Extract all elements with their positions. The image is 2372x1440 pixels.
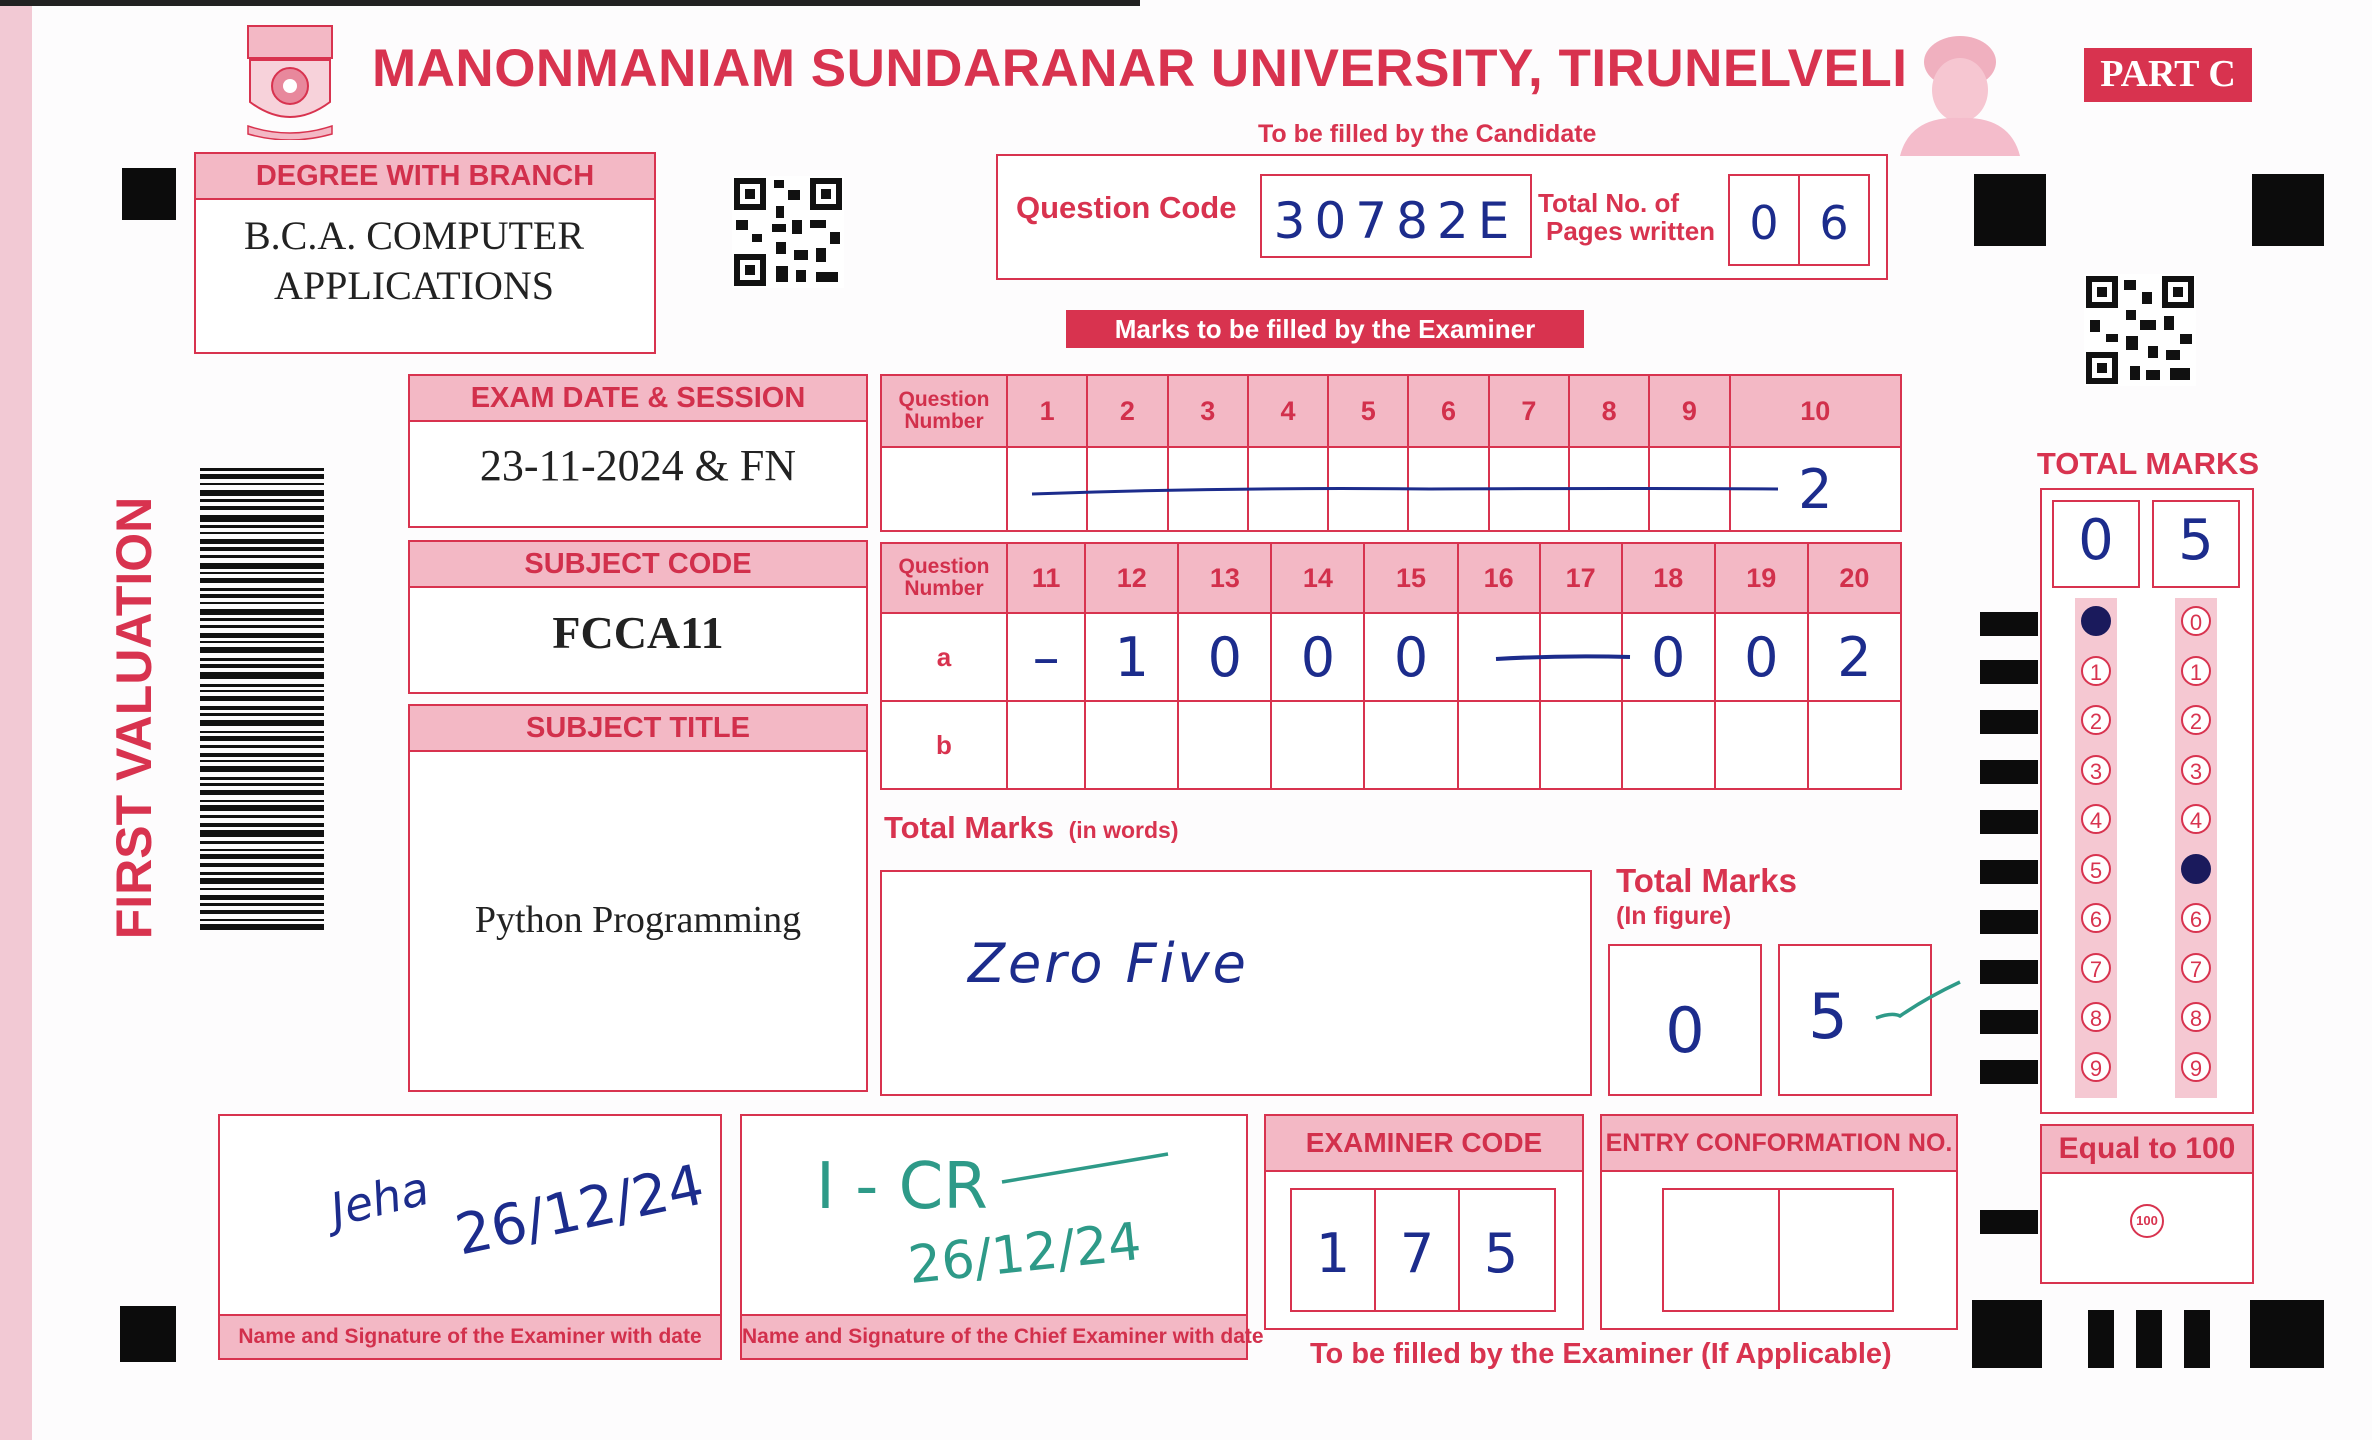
grid2-row-a [881, 613, 1901, 701]
barcode-bar [200, 588, 324, 591]
mark-cell [1085, 701, 1178, 789]
total-marks-digit-1: 0 [2078, 508, 2114, 573]
question-number: 3 [1168, 375, 1248, 447]
registration-mark [2252, 174, 2324, 246]
barcode-bar [200, 903, 324, 906]
examiner-signature: Jeha [324, 1160, 435, 1238]
barcode-bar [200, 696, 324, 701]
degree-header-line [196, 198, 654, 200]
question-number: 4 [1248, 375, 1328, 447]
degree-line-2: APPLICATIONS [273, 263, 555, 308]
barcode-bar [200, 766, 324, 772]
barcode-bar [200, 468, 324, 471]
question-number: 17 [1540, 543, 1622, 613]
chief-signature-flourish [1000, 1148, 1170, 1188]
barcode-bar [200, 641, 324, 643]
omr-bubble[interactable]: 8 [2081, 1002, 2111, 1032]
barcode-bar [200, 823, 324, 827]
barcode-bar [200, 609, 324, 615]
exam-date-value: 23-11-2024 & FN [479, 441, 797, 490]
question-number: 19 [1715, 543, 1808, 613]
question-number: 14 [1271, 543, 1364, 613]
omr-bubble[interactable]: 7 [2181, 953, 2211, 983]
total-words-label [884, 810, 1179, 846]
total-marks-digit-2: 5 [2178, 508, 2214, 573]
barcode-bar [200, 830, 324, 837]
grid1-row-label [881, 447, 1007, 531]
hundred-bubble-text: 100 [2136, 1213, 2158, 1228]
question-number: 18 [1622, 543, 1715, 613]
barcode-bar [200, 525, 324, 528]
mark-cell: 0 [1364, 613, 1457, 701]
mark-cell: 0 [1178, 613, 1271, 701]
barcode-bar [200, 713, 324, 716]
barcode-bar [200, 474, 324, 479]
examiner-code-label: EXAMINER CODE [1266, 1116, 1582, 1170]
mark-cell [1458, 701, 1540, 789]
registration-mark [2088, 1310, 2114, 1368]
entry-conf-label: ENTRY CONFORMATION NO. [1602, 1116, 1956, 1170]
strike-line [1030, 484, 1780, 496]
question-number: 5 [1328, 375, 1408, 447]
pages-digit-1: 0 [1749, 196, 1779, 250]
omr-bubble[interactable] [2081, 606, 2111, 636]
grid2-header-row [881, 543, 1901, 613]
qr-code [2084, 274, 2196, 386]
mark-cell: 2 [1730, 447, 1901, 531]
total-words-sub: (in words) [1068, 817, 1179, 843]
question-number: 16 [1458, 543, 1540, 613]
barcode-bar [200, 888, 324, 890]
mark-cell [1715, 701, 1808, 789]
examiner-code-digit: 5 [1483, 1222, 1519, 1285]
barcode-bar [200, 783, 324, 786]
total-figure-digit-1: 0 [1665, 994, 1705, 1067]
grid1-header-label-text: Question Number [898, 388, 990, 433]
mark-cell: 1 [1085, 613, 1178, 701]
question-number: 11 [1007, 543, 1085, 613]
barcode-bar [200, 563, 324, 569]
barcode-bar [200, 684, 324, 687]
barcode-bar [200, 618, 324, 621]
mark-cell: 0 [1715, 613, 1808, 701]
barcode-bar [200, 854, 324, 859]
barcode-bar [200, 490, 324, 496]
marks-grid-2 [880, 542, 1902, 790]
total-figure-sub: (In figure) [1616, 902, 1732, 930]
pages-label-2: Pages written [1546, 216, 1716, 246]
omr-bubble[interactable]: 6 [2081, 903, 2111, 933]
barcode-bar [200, 720, 324, 726]
question-number: 10 [1730, 375, 1901, 447]
question-number: 20 [1808, 543, 1901, 613]
mark-cell [1622, 701, 1715, 789]
subject-code-value: FCCA11 [552, 607, 724, 658]
mark-cell [1540, 701, 1622, 789]
first-valuation-label: FIRST VALUATION [106, 496, 162, 940]
barcode-bar [200, 895, 324, 900]
entry-conf-field [1662, 1188, 1780, 1312]
grid1-header-label [881, 375, 1007, 447]
timing-mark [1980, 710, 2038, 734]
barcode-bar [200, 815, 324, 818]
registration-mark [1974, 174, 2046, 246]
examiner-code-header-line [1266, 1170, 1582, 1172]
barcode-bar [200, 499, 324, 502]
omr-bubble[interactable]: 9 [2181, 1052, 2211, 1082]
barcode-bar [200, 910, 324, 914]
registration-mark [2184, 1310, 2210, 1368]
question-number: 7 [1489, 375, 1569, 447]
barcode-bar [200, 625, 324, 628]
portrait-image [1890, 28, 2030, 156]
barcode-bar [200, 745, 324, 748]
left-margin-strip [0, 0, 32, 1440]
omr-bubble[interactable]: 3 [2181, 755, 2211, 785]
examiner-sign-caption: Name and Signature of the Examiner with date [220, 1316, 720, 1358]
question-number: 9 [1649, 375, 1729, 447]
total-figure-label: Total Marks [1616, 862, 1797, 899]
barcode-bar [200, 572, 324, 574]
omr-bubble[interactable]: 4 [2081, 804, 2111, 834]
barcode-bar [200, 664, 324, 668]
university-logo [244, 22, 336, 140]
barcode-bar [200, 578, 324, 583]
barcode-bar [200, 849, 324, 851]
omr-bubble[interactable]: 2 [2181, 705, 2211, 735]
question-number: 6 [1408, 375, 1488, 447]
entry-conf-field [1778, 1188, 1894, 1312]
equal-100-label: Equal to 100 [2042, 1126, 2252, 1172]
omr-bubble[interactable]: 8 [2181, 1002, 2211, 1032]
omr-bubble[interactable]: 5 [2081, 854, 2111, 884]
examiner-banner: Marks to be filled by the Examiner [1066, 310, 1584, 348]
exam-date-header-line [410, 420, 866, 422]
barcode-bar [200, 594, 324, 598]
barcode-bar [200, 555, 324, 558]
barcode-bar [200, 841, 324, 844]
subject-title-label: SUBJECT TITLE [410, 706, 866, 750]
omr-bubble[interactable]: 1 [2181, 656, 2211, 686]
grid2-header-label [881, 543, 1007, 613]
mark-cell [1007, 701, 1085, 789]
chief-sign-date: 26/12/24 [905, 1211, 1145, 1297]
mark-cell [1364, 701, 1457, 789]
entry-conf-header-line [1602, 1170, 1956, 1172]
omr-bubble[interactable]: 3 [2081, 755, 2111, 785]
barcode-bar [200, 539, 324, 544]
barcode-bar [200, 633, 324, 638]
barcode-bar [200, 919, 324, 921]
registration-mark [2250, 1300, 2324, 1368]
timing-mark [1980, 860, 2038, 884]
omr-bubble[interactable]: 2 [2081, 705, 2111, 735]
timing-mark [1980, 910, 2038, 934]
tick-mark [1872, 976, 1962, 1026]
examiner-fill-note: To be filled by the Examiner (If Applicable) [1310, 1338, 1892, 1370]
total-words-value: Zero Five [968, 932, 1249, 995]
examiner-sign-date: 26/12/24 [449, 1152, 710, 1269]
timing-mark [1980, 1060, 2038, 1084]
barcode-bar [200, 790, 324, 795]
barcode [200, 468, 324, 938]
hundred-bubble [2130, 1204, 2164, 1238]
barcode-bar [200, 515, 324, 522]
chief-signature: I - CR [816, 1150, 988, 1224]
barcode-bar [200, 760, 324, 762]
barcode-bar [200, 690, 324, 692]
registration-mark [1972, 1300, 2042, 1368]
question-number: 12 [1085, 543, 1178, 613]
part-label: PART C [2100, 53, 2236, 95]
barcode-bar [200, 872, 324, 875]
barcode-bar [200, 647, 324, 653]
examiner-code-digit: 7 [1399, 1222, 1435, 1285]
barcode-bar [200, 753, 324, 757]
subject-title-value: Python Programming [474, 899, 802, 941]
omr-bubble[interactable]: 1 [2081, 656, 2111, 686]
total-marks-panel-label: TOTAL MARKS [2036, 446, 2260, 481]
barcode-bar [200, 532, 324, 534]
barcode-bar [200, 878, 324, 884]
row-a-label: a [881, 613, 1007, 701]
chief-sign-caption: Name and Signature of the Chief Examiner with date [742, 1316, 1246, 1358]
omr-bubble[interactable]: 9 [2081, 1052, 2111, 1082]
timing-mark [1980, 660, 2038, 684]
barcode-bar [200, 800, 324, 802]
equal-100-header-line [2042, 1172, 2252, 1174]
grid1-header-row [881, 375, 1901, 447]
question-code-label: Question Code [1016, 190, 1237, 225]
question-number: 15 [1364, 543, 1457, 613]
examiner-sign-caption-line [220, 1314, 720, 1316]
omr-bubble[interactable] [2181, 854, 2211, 884]
barcode-bar [200, 672, 324, 679]
qr-code [732, 176, 844, 288]
barcode-bar [200, 706, 324, 710]
timing-mark [1980, 960, 2038, 984]
omr-bubble[interactable]: 7 [2081, 953, 2111, 983]
mark-cell: 2 [1808, 613, 1901, 701]
examiner-code-digit: 1 [1315, 1222, 1351, 1285]
barcode-bar [200, 483, 324, 485]
total-figure-digit-2: 5 [1808, 980, 1848, 1053]
pages-digit-2: 6 [1819, 196, 1849, 250]
barcode-bar [200, 863, 324, 867]
timing-mark [1980, 760, 2038, 784]
mark-cell [1808, 701, 1901, 789]
barcode-bar [200, 731, 324, 733]
mark-cell: – [1007, 613, 1085, 701]
timing-mark [1980, 612, 2038, 636]
question-number: 2 [1087, 375, 1167, 447]
mark-cell: 0 [1271, 613, 1364, 701]
top-edge [0, 0, 1140, 6]
mark-cell [1271, 701, 1364, 789]
registration-mark [2136, 1310, 2162, 1368]
row-b-label: b [881, 701, 1007, 789]
chief-sign-caption-line [742, 1314, 1246, 1316]
question-code-value: 30782E [1273, 192, 1519, 250]
subject-code-label: SUBJECT CODE [410, 542, 866, 586]
subject-code-header-line [410, 586, 866, 588]
question-number: 13 [1178, 543, 1271, 613]
question-number: 1 [1007, 375, 1087, 447]
timing-mark [1980, 810, 2038, 834]
mark-cell: 0 [1622, 613, 1715, 701]
degree-line-1: B.C.A. COMPUTER [243, 213, 585, 258]
registration-mark [120, 1306, 176, 1362]
candidate-fill-note: To be filled by the Candidate [1258, 120, 1597, 148]
university-title: MANONMANIAM SUNDARANAR UNIVERSITY, TIRUNELVELI [372, 39, 1908, 98]
barcode-bar [200, 777, 324, 780]
pages-label-1: Total No. of [1538, 188, 1680, 218]
total-words-title: Total Marks [884, 810, 1054, 845]
timing-mark [1980, 1210, 2038, 1234]
omr-bubble[interactable]: 6 [2181, 903, 2211, 933]
barcode-bar [200, 924, 324, 930]
omr-bubble[interactable]: 0 [2181, 606, 2211, 636]
strike-line [1494, 650, 1632, 660]
barcode-bar [200, 658, 324, 661]
question-number: 8 [1569, 375, 1649, 447]
omr-bubble[interactable]: 4 [2181, 804, 2211, 834]
exam-date-label: EXAM DATE & SESSION [410, 376, 866, 420]
mark-cell [1178, 701, 1271, 789]
marks-grid-1 [880, 374, 1902, 532]
registration-mark [122, 168, 176, 220]
barcode-bar [200, 805, 324, 811]
timing-mark [1980, 1010, 2038, 1034]
grid2-header-label-text: Question Number [898, 555, 990, 600]
barcode-bar [200, 602, 324, 604]
grid2-row-b [881, 701, 1901, 789]
barcode-bar [200, 736, 324, 741]
barcode-bar [200, 506, 324, 510]
degree-label: DEGREE WITH BRANCH [196, 154, 654, 198]
subject-title-header-line [410, 750, 866, 752]
barcode-bar [200, 547, 324, 551]
